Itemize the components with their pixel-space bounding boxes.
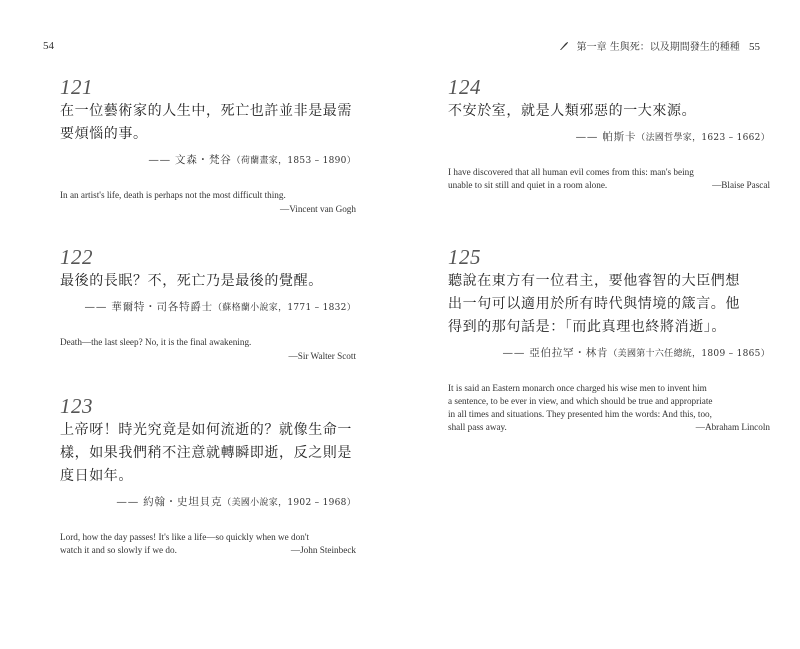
running-head-title: 第一章 生與死：以及期間發生的種種	[576, 42, 740, 53]
quote-number: 125	[448, 245, 481, 269]
chinese-line: 出一句可以適用於所有時代與情境的箴言。他	[448, 296, 740, 312]
english-last-line	[448, 179, 770, 192]
chinese-line: 上帝呀！時光究竟是如何流逝的？就像生命一	[60, 422, 352, 438]
english-line: shall pass away.	[448, 422, 507, 432]
english-line: a sentence, to be ever in view, and which should be true and appropriate	[448, 396, 713, 406]
attribution-note: （美國小說家，1902 – 1968）	[222, 498, 356, 508]
quote-attribution	[448, 129, 770, 144]
quote-entry-124	[448, 76, 770, 192]
english-line: I have discovered that all human evil comes from this: man's being	[448, 167, 694, 177]
english-last-line	[60, 544, 356, 557]
quote-chinese-text	[60, 419, 356, 488]
english-line: in all times and situations. They presented him the words: And this, too,	[448, 409, 712, 419]
chinese-line: 在一位藝術家的人生中，死亡也許並非是最需	[60, 103, 352, 119]
english-line: Death—the last sleep? No, it is the final awakening.	[60, 337, 252, 347]
quote-english-text	[60, 189, 356, 216]
quote-attribution	[60, 299, 356, 314]
english-author: —Abraham Lincoln	[695, 422, 770, 432]
attribution-name: —— 文森・梵谷	[148, 154, 232, 166]
english-last-line	[448, 421, 770, 434]
running-head	[559, 38, 760, 53]
attribution-name: —— 約翰・史坦貝克	[116, 496, 223, 508]
quote-entry-122	[60, 246, 356, 363]
attribution-name: —— 華爾特・司各特爵士	[84, 301, 213, 313]
quote-number: 124	[448, 75, 481, 99]
quill-pen-icon	[559, 41, 569, 51]
quote-chinese-text	[60, 270, 356, 293]
english-author: —Blaise Pascal	[712, 180, 770, 190]
quote-english-text	[60, 531, 356, 557]
quote-chinese-text	[60, 100, 356, 146]
english-author: —Vincent van Gogh	[280, 204, 356, 214]
quote-english-text	[448, 382, 770, 434]
english-author: —Sir Walter Scott	[288, 351, 356, 361]
chinese-line: 最後的長眠？不，死亡乃是最後的覺醒。	[60, 273, 323, 289]
attribution-name: —— 帕斯卡	[575, 131, 637, 143]
english-line: unable to sit still and quiet in a room alone.	[448, 180, 608, 190]
chinese-line: 度日如年。	[60, 468, 133, 484]
english-line: Lord, how the day passes! It's like a life—so quickly when we don't	[60, 532, 310, 542]
attribution-name: —— 亞伯拉罕・林肯	[502, 347, 609, 359]
chinese-line: 要煩惱的事。	[60, 126, 148, 142]
page-number-right: 55	[749, 41, 760, 53]
chinese-line: 樣，如果我們稍不注意就轉瞬即逝，反之則是	[60, 445, 352, 461]
quote-entry-121	[60, 76, 356, 216]
quote-attribution	[60, 152, 356, 167]
quote-entry-123	[60, 395, 356, 557]
chinese-line: 得到的那句話是：「而此真理也終將消逝」。	[448, 319, 726, 335]
quote-attribution	[448, 345, 770, 360]
english-author: —John Steinbeck	[290, 545, 356, 555]
page-number-left: 54	[43, 40, 54, 52]
attribution-note: （荷蘭畫家，1853 – 1890）	[231, 156, 356, 166]
quote-number: 121	[60, 75, 93, 99]
attribution-note: （美國第十六任總統，1809 – 1865）	[608, 349, 770, 359]
quote-english-text	[60, 336, 356, 363]
quote-attribution	[60, 494, 356, 509]
right-page	[400, 0, 800, 649]
english-line: It is said an Eastern monarch once charged his wise men to invent him	[448, 383, 707, 393]
quote-chinese-text	[448, 270, 770, 339]
english-line: In an artist's life, death is perhaps not the most difficult thing.	[60, 190, 286, 200]
attribution-note: （蘇格蘭小說家，1771 – 1832）	[212, 303, 356, 313]
chinese-line: 不安於室，就是人類邪惡的一大來源。	[448, 103, 697, 119]
quote-number: 123	[60, 394, 93, 418]
chinese-line: 聽說在東方有一位君主，要他睿智的大臣們想	[448, 273, 740, 289]
quote-number: 122	[60, 245, 93, 269]
english-line: watch it and so slowly if we do.	[60, 545, 177, 555]
quote-english-text	[448, 166, 770, 192]
quote-chinese-text	[448, 100, 770, 123]
quote-entry-125	[448, 246, 770, 434]
attribution-note: （法國哲學家，1623 – 1662）	[636, 133, 770, 143]
